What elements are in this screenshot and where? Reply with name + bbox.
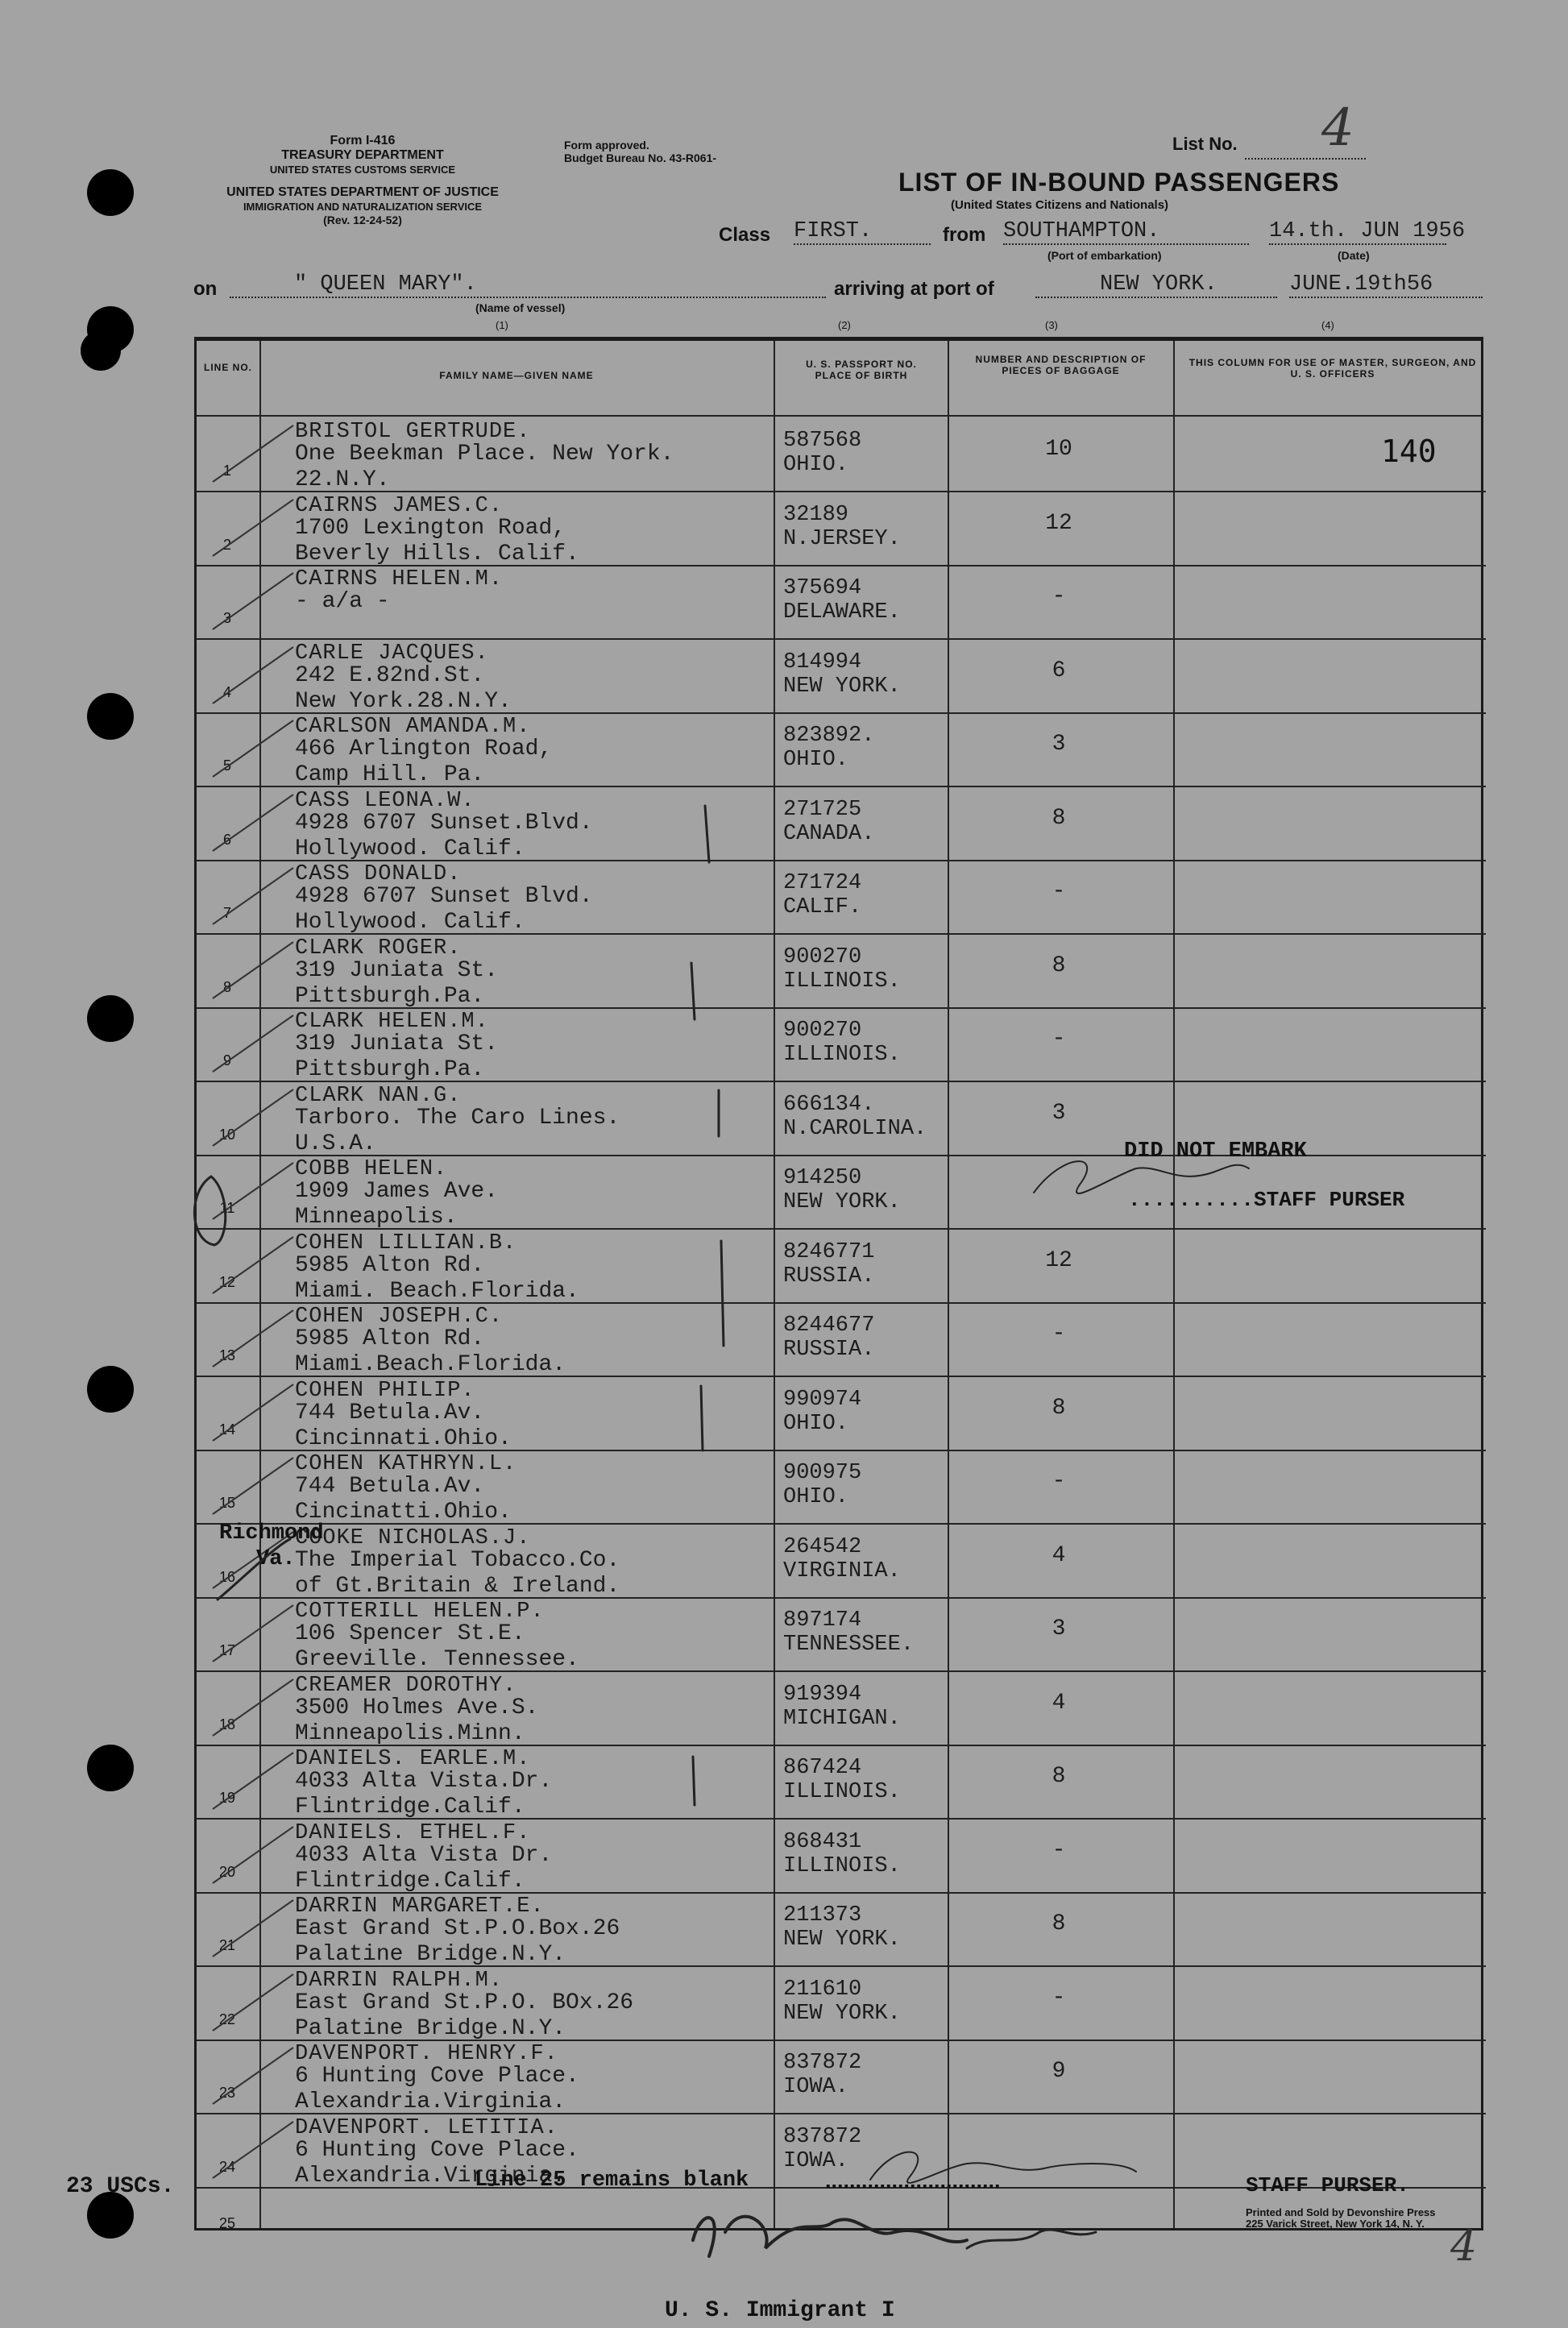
place-of-birth: ILLINOIS. xyxy=(783,1043,901,1067)
passenger-name: CASS LEONA.W. xyxy=(295,788,475,813)
place-of-birth: MICHIGAN. xyxy=(783,1706,901,1731)
date-caption: (Date) xyxy=(1338,249,1370,262)
place-of-birth: VIRGINIA. xyxy=(783,1558,901,1583)
passenger-name: COBB HELEN. xyxy=(295,1157,448,1181)
line-25-dots: ............................. xyxy=(825,2168,1001,2193)
address-line-1: The Imperial Tobacco.Co. xyxy=(295,1547,620,1573)
passenger-name: COHEN PHILIP. xyxy=(295,1378,475,1403)
passenger-name: CASS DONALD. xyxy=(295,862,462,886)
line-number: 11 xyxy=(219,1200,235,1216)
baggage-count: 3 xyxy=(1052,1100,1066,1126)
address-line-2: Beverly Hills. Calif. xyxy=(295,541,579,566)
address-line-1: 242 E.82nd.St. xyxy=(295,662,485,688)
address-line-2: Pittsburgh.Pa. xyxy=(295,1057,485,1082)
passport-number: 271724 xyxy=(783,871,862,895)
tick-mark xyxy=(693,1757,695,1805)
form-approved-text: Form approved. xyxy=(564,139,649,151)
address-line-1: 3500 Holmes Ave.S. xyxy=(295,1695,539,1720)
address-line-2: Minneapolis. xyxy=(295,1205,458,1230)
line-number: 10 xyxy=(218,1126,236,1143)
printed-by: Printed and Sold by Devonshire Press xyxy=(1246,2206,1436,2218)
col-num-4: (4) xyxy=(1321,319,1334,331)
baggage-count: 12 xyxy=(1045,1247,1072,1273)
passport-number: 837872 xyxy=(783,2051,862,2075)
place-of-birth: OHIO. xyxy=(783,1485,849,1509)
place-of-birth: NEW YORK. xyxy=(783,674,901,699)
passenger-name: DAVENPORT. LETITIA. xyxy=(295,2115,558,2140)
address-line-1: 4033 Alta Vista Dr. xyxy=(295,1842,553,1868)
address-line-1: Tarboro. The Caro Lines. xyxy=(295,1105,620,1131)
on-label: on xyxy=(193,278,218,300)
place-of-birth: TENNESSEE. xyxy=(783,1633,915,1657)
tick-mark xyxy=(701,1386,703,1450)
place-of-birth: IOWA. xyxy=(783,2148,849,2173)
address-line-2: Flintridge.Calif. xyxy=(295,1795,525,1820)
inspector-signature xyxy=(693,2217,967,2256)
address-line-2: Cincinnati.Ohio. xyxy=(295,1425,512,1451)
col-header-officers: THIS COLUMN FOR USE OF MASTER, SURGEON, AND U. S. OFFICERS xyxy=(1188,357,1477,380)
address-line-2: Minneapolis.Minn. xyxy=(295,1720,525,1746)
tick-mark xyxy=(691,963,695,1019)
passport-number: 666134. xyxy=(783,1092,875,1117)
passenger-name: COTTERILL HELEN.P. xyxy=(295,1600,545,1624)
passport-number: 8244677 xyxy=(783,1313,875,1338)
passenger-name: CARLE JACQUES. xyxy=(295,641,489,666)
class-value: FIRST. xyxy=(794,219,931,245)
baggage-count: 12 xyxy=(1045,510,1072,536)
baggage-count: 8 xyxy=(1052,805,1066,831)
place-of-birth: OHIO. xyxy=(783,1411,849,1436)
passenger-name: CLARK NAN.G. xyxy=(295,1083,462,1108)
col-num-1: (1) xyxy=(496,319,508,331)
address-line-1: 1909 James Ave. xyxy=(295,1179,499,1204)
list-no-value: 4 xyxy=(1321,98,1354,158)
line-25-note: Line 25 remains blank xyxy=(475,2168,749,2193)
address-line-2: Camp Hill. Pa. xyxy=(295,762,485,787)
baggage-count: - xyxy=(1052,1322,1066,1347)
document-title: LIST OF IN-BOUND PASSENGERS xyxy=(898,168,1340,197)
passport-number: 8246771 xyxy=(783,1239,875,1264)
baggage-count: 3 xyxy=(1052,732,1066,757)
baggage-count: 8 xyxy=(1052,952,1066,978)
passport-number: 900975 xyxy=(783,1461,862,1485)
line-number: 6 xyxy=(222,831,231,848)
date-value: 14.th. JUN 1956 xyxy=(1269,219,1466,243)
purser-signature-11 xyxy=(1034,1161,1249,1193)
baggage-count: - xyxy=(1052,879,1066,904)
address-line-1: East Grand St.P.O.Box.26 xyxy=(295,1916,620,1941)
baggage-count: 4 xyxy=(1052,1542,1066,1568)
place-of-birth: NEW YORK. xyxy=(783,1928,901,1952)
passenger-name: COHEN KATHRYN.L. xyxy=(295,1452,517,1476)
address-line-1: 4033 Alta Vista.Dr. xyxy=(295,1769,553,1794)
passport-number: 587568 xyxy=(783,429,862,453)
passport-number: 897174 xyxy=(783,1608,862,1633)
line-number: 20 xyxy=(218,1863,236,1880)
passenger-name: DANIELS. ETHEL.F. xyxy=(295,1820,531,1845)
place-of-birth: DELAWARE. xyxy=(783,600,901,625)
address-line-2: Flintridge.Calif. xyxy=(295,1868,525,1894)
place-of-birth: CALIF. xyxy=(783,895,862,919)
passenger-name: CREAMER DOROTHY. xyxy=(295,1673,517,1698)
line-number: 8 xyxy=(222,978,231,995)
richmond-note: Richmond xyxy=(219,1521,324,1546)
address-line-2: Hollywood. Calif. xyxy=(295,910,525,935)
passenger-name: CLARK HELEN.M. xyxy=(295,1010,489,1034)
passenger-name: BRISTOL GERTRUDE. xyxy=(295,420,531,444)
baggage-count: - xyxy=(1052,1837,1066,1863)
from-label: from xyxy=(943,224,986,246)
place-of-birth: NEW YORK. xyxy=(783,2001,901,2026)
place-of-birth: RUSSIA. xyxy=(783,1264,875,1288)
address-line-2: U.S.A. xyxy=(295,1131,376,1156)
col-num-3: (3) xyxy=(1045,319,1058,331)
place-of-birth: N.JERSEY. xyxy=(783,526,901,551)
passenger-name: CLARK ROGER. xyxy=(295,936,462,961)
col-num-2: (2) xyxy=(838,319,851,331)
address-line-2: New York.28.N.Y. xyxy=(295,688,512,714)
port-embarkation-caption: (Port of embarkation) xyxy=(1047,249,1162,262)
passport-number: 837872 xyxy=(783,2124,862,2149)
staff-purser-25: STAFF PURSER. xyxy=(1246,2173,1409,2197)
bottom-stamp: U. S. Immigrant I xyxy=(665,2298,895,2323)
passport-number: 271725 xyxy=(783,797,862,822)
ins-service: IMMIGRATION AND NATURALIZATION SERVICE xyxy=(243,201,483,213)
passenger-name: CARLSON AMANDA.M. xyxy=(295,715,531,739)
address-line-1: 319 Juniata St. xyxy=(295,957,499,983)
line-number: 4 xyxy=(222,683,231,700)
passenger-name: DAVENPORT. HENRY.F. xyxy=(295,2042,558,2066)
justice-dept: UNITED STATES DEPARTMENT OF JUSTICE xyxy=(226,185,499,199)
baggage-count: 6 xyxy=(1052,658,1066,683)
baggage-count: 9 xyxy=(1052,2059,1066,2084)
revision-date: (Rev. 12-24-52) xyxy=(323,214,402,226)
place-of-birth: ILLINOIS. xyxy=(783,969,901,994)
address-line-1: 6 Hunting Cove Place. xyxy=(295,2137,579,2163)
address-line-1: - a/a - xyxy=(295,589,390,614)
address-line-2: of Gt.Britain & Ireland. xyxy=(295,1573,620,1599)
baggage-count: 10 xyxy=(1045,437,1072,462)
passport-number: 867424 xyxy=(783,1756,862,1780)
arrival-date: JUNE.19th56 xyxy=(1289,272,1483,298)
line-number: 13 xyxy=(218,1347,236,1363)
arriving-label: arriving at port of xyxy=(834,278,994,300)
baggage-count: 8 xyxy=(1052,1911,1066,1936)
uscs-note: 23 USCs. xyxy=(66,2174,175,2199)
place-of-birth: ILLINOIS. xyxy=(783,1780,901,1804)
line-number: 17 xyxy=(218,1642,236,1658)
address-line-2: Greeville. Tennessee. xyxy=(295,1647,579,1672)
passenger-name: COHEN LILLIAN.B. xyxy=(295,1230,517,1255)
place-of-birth: NEW YORK. xyxy=(783,1190,901,1214)
col-header-passport: U. S. PASSPORT NO. PLACE OF BIRTH xyxy=(806,359,917,381)
passenger-name: COOKE NICHOLAS.J. xyxy=(295,1525,531,1550)
baggage-count: 3 xyxy=(1052,1616,1066,1641)
line-number: 15 xyxy=(218,1495,236,1511)
place-of-birth: CANADA. xyxy=(783,821,875,846)
address-line-1: 319 Juniata St. xyxy=(295,1031,499,1056)
arrival-port: NEW YORK. xyxy=(1035,272,1277,298)
line-number: 24 xyxy=(218,2158,236,2175)
form-number: Form I-416 xyxy=(330,134,396,147)
passenger-name: DANIELS. EARLE.M. xyxy=(295,1747,531,1771)
line-number: 19 xyxy=(218,1790,236,1806)
line-25-number: 25 xyxy=(218,2215,236,2231)
address-line-1: 6 Hunting Cove Place. xyxy=(295,2064,579,2089)
line-number: 9 xyxy=(222,1052,231,1069)
place-of-birth: RUSSIA. xyxy=(783,1338,875,1362)
address-line-1: 744 Betula.Av. xyxy=(295,1400,485,1425)
address-line-1: 106 Spencer St.E. xyxy=(295,1621,525,1646)
col-header-name: FAMILY NAME—GIVEN NAME xyxy=(439,370,594,381)
line-number: 22 xyxy=(218,2011,236,2027)
address-line-1: 466 Arlington Road, xyxy=(295,737,553,761)
place-of-birth: IOWA. xyxy=(783,2075,849,2099)
col-header-baggage: NUMBER AND DESCRIPTION OF PIECES OF BAGGAGE xyxy=(975,354,1147,376)
budget-bureau: Budget Bureau No. 43-R061- xyxy=(564,151,717,164)
passenger-name: CAIRNS JAMES.C. xyxy=(295,493,504,518)
passport-number: 375694 xyxy=(783,576,862,600)
baggage-count: 4 xyxy=(1052,1690,1066,1716)
passport-number: 900270 xyxy=(783,944,862,969)
address-line-1: 4928 6707 Sunset Blvd. xyxy=(295,884,593,909)
document-subtitle: (United States Citizens and Nationals) xyxy=(951,198,1169,212)
line-number: 23 xyxy=(218,2085,236,2101)
baggage-count: - xyxy=(1052,1985,1066,2011)
address-line-2: Alexandria.Virginia. xyxy=(295,2089,566,2114)
passport-number: 919394 xyxy=(783,1682,862,1707)
vessel-caption: (Name of vessel) xyxy=(475,301,566,314)
vessel-name: " QUEEN MARY". xyxy=(230,272,826,298)
list-no-label: List No. xyxy=(1172,134,1238,154)
line-number: 1 xyxy=(222,463,231,479)
line-number: 7 xyxy=(222,905,231,921)
address-line-1: 5985 Alton Rd. xyxy=(295,1252,485,1278)
address-line-1: 4928 6707 Sunset.Blvd. xyxy=(295,810,593,836)
col-header-line: LINE NO. xyxy=(203,362,252,373)
check-mark xyxy=(218,1539,290,1600)
address-line-1: 1700 Lexington Road, xyxy=(295,515,566,541)
address-line-1: East Grand St.P.O. BOx.26 xyxy=(295,1990,634,2015)
address-line-2: Palatine Bridge.N.Y. xyxy=(295,1942,566,1967)
address-line-1: One Beekman Place. New York. xyxy=(295,442,674,467)
address-line-1: 744 Betula.Av. xyxy=(295,1474,485,1499)
purser-signature-25 xyxy=(870,2152,1136,2183)
passport-number: 211373 xyxy=(783,1903,862,1928)
treasury-dept: TREASURY DEPARTMENT xyxy=(281,148,444,162)
address-line-2: Miami.Beach.Florida. xyxy=(295,1352,566,1377)
place-of-birth: OHIO. xyxy=(783,453,849,477)
line-number: 5 xyxy=(222,757,231,774)
passport-number: 868431 xyxy=(783,1829,862,1854)
passenger-name: CAIRNS HELEN.M. xyxy=(295,567,504,591)
passenger-name: DARRIN RALPH.M. xyxy=(295,1968,504,1993)
passport-number: 264542 xyxy=(783,1534,862,1559)
tick-mark xyxy=(721,1241,724,1346)
line-number: 16 xyxy=(218,1568,236,1585)
passport-number: 814994 xyxy=(783,649,862,674)
passport-number: 914250 xyxy=(783,1166,862,1190)
class-label: Class xyxy=(719,224,771,246)
address-line-2: Hollywood. Calif. xyxy=(295,836,525,861)
line-number: 12 xyxy=(218,1273,236,1290)
inspector-initials xyxy=(967,2230,1096,2248)
address-line-2: Palatine Bridge.N.Y. xyxy=(295,2015,566,2041)
address-line-2: Cincinatti.Ohio. xyxy=(295,1500,512,1525)
passenger-name: COHEN JOSEPH.C. xyxy=(295,1305,504,1329)
passport-number: 211610 xyxy=(783,1977,862,2002)
staff-purser-11: ..........STAFF PURSER xyxy=(1128,1188,1405,1212)
from-value: SOUTHAMPTON. xyxy=(1003,219,1249,245)
address-line-2: Alexandria.Virginia. xyxy=(295,2163,566,2189)
place-of-birth: ILLINOIS. xyxy=(783,1853,901,1878)
baggage-count: - xyxy=(1052,1469,1066,1494)
passport-number: 990974 xyxy=(783,1387,862,1412)
line-number: 21 xyxy=(218,1937,236,1953)
count-note: 140 xyxy=(1381,434,1437,469)
customs-service: UNITED STATES CUSTOMS SERVICE xyxy=(269,164,456,176)
line-number: 3 xyxy=(222,610,231,626)
address-line-2: Miami. Beach.Florida. xyxy=(295,1278,579,1304)
address-line-1: 5985 Alton Rd. xyxy=(295,1326,485,1351)
address-line-2: 22.N.Y. xyxy=(295,467,390,492)
baggage-count: - xyxy=(1052,584,1066,609)
tick-mark xyxy=(705,806,709,862)
line-number: 14 xyxy=(218,1421,236,1438)
line-number: 2 xyxy=(222,536,231,553)
page-mark: 4 xyxy=(1450,2222,1478,2271)
baggage-count: 8 xyxy=(1052,1764,1066,1789)
passport-number: 32189 xyxy=(783,502,849,527)
va-note: Va. xyxy=(256,1547,296,1571)
baggage-count: - xyxy=(1052,1027,1066,1052)
place-of-birth: OHIO. xyxy=(783,748,849,772)
did-not-embark: DID NOT EMBARK xyxy=(1124,1139,1307,1164)
passenger-name: DARRIN MARGARET.E. xyxy=(295,1894,545,1919)
printed-address: 225 Varick Street, New York 14, N. Y. xyxy=(1246,2218,1425,2230)
circle-mark-icon xyxy=(194,1176,225,1245)
address-line-2: Pittsburgh.Pa. xyxy=(295,983,485,1009)
line-number: 18 xyxy=(218,1716,236,1733)
baggage-count: 8 xyxy=(1052,1395,1066,1421)
passport-number: 900270 xyxy=(783,1019,862,1043)
passport-number: 823892. xyxy=(783,724,875,748)
place-of-birth: N.CAROLINA. xyxy=(783,1116,927,1141)
